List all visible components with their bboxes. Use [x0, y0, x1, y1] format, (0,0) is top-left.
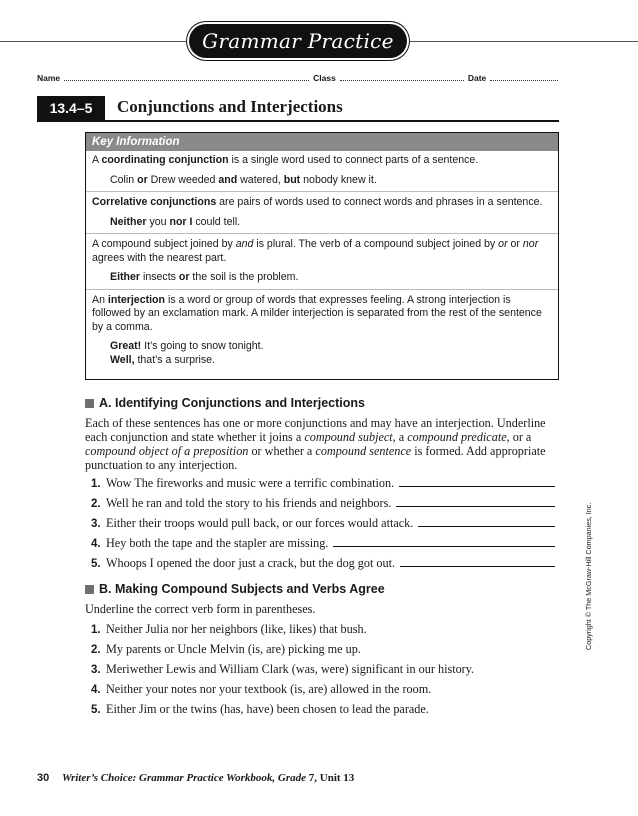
answer-line[interactable] [333, 536, 555, 547]
book-title: Writer’s Choice: Grammar Practice Workbook, Grade [62, 772, 307, 784]
section-b-instructions: Underline the correct verb form in parentheses. [85, 602, 316, 616]
section-a-item-4: 4. Hey both the tape and the stapler are missing. [91, 536, 555, 551]
grammar-practice-banner [189, 24, 407, 58]
section-b-item-2: 2. My parents or Uncle Melvin (is, are) picking me up. [91, 642, 361, 656]
interjection-definition: An interjection is a word or group of words that expresses feeling. A strong interjection is followed by an exclamation mark. A milder interjection is separated from the rest of the sentence by a comma. [92, 293, 542, 333]
copyright-notice: Copyright © The McGraw-Hill Companies, Inc. [584, 502, 593, 650]
section-b-heading: B. Making Compound Subjects and Verbs Agree [85, 582, 385, 596]
answer-line[interactable] [396, 496, 555, 507]
divider [86, 191, 558, 192]
grade-unit: 7, Unit 13 [306, 772, 355, 784]
section-a-item-3: 3. Either their troops would pull back, or our forces would attack. [91, 516, 555, 531]
section-a-item-5: 5. Whoops I opened the door just a crack, but the dog got out. [91, 556, 555, 571]
section-a-instructions: Each of these sentences has one or more conjunctions and may have an interjection. Underline each conjunction and state whether it joins a compound subject, a compound predicate, or a compound object of a preposition or whether a compound sentence is formed. Add appropriate punctuation to any interjection. [85, 416, 546, 472]
class-field[interactable] [340, 73, 464, 81]
section-b-item-4: 4. Neither your notes nor your textbook (is, are) allowed in the room. [91, 682, 432, 696]
name-label: Name [37, 73, 61, 83]
section-b-item-3: 3. Meriwether Lewis and William Clark (was, were) significant in our history. [91, 662, 475, 676]
compound-subject-example: Either insects or the soil is the problem. [110, 271, 299, 283]
page-number: 30 [37, 772, 50, 784]
lesson-rule [37, 120, 559, 122]
class-label: Class [313, 73, 336, 83]
divider [86, 233, 558, 234]
banner-title: Grammar Practice [202, 29, 394, 53]
section-a-heading: A. Identifying Conjunctions and Interjections [85, 396, 365, 410]
square-bullet-icon [85, 585, 94, 594]
correlative-definition: Correlative conjunctions are pairs of words used to connect words and phrases in a sentence. [92, 196, 543, 208]
lesson-title: Conjunctions and Interjections [117, 97, 343, 116]
coordinating-definition: A coordinating conjunction is a single word used to connect parts of a sentence. [92, 154, 479, 166]
key-information-box [85, 132, 559, 380]
square-bullet-icon [85, 399, 94, 408]
answer-line[interactable] [418, 516, 555, 527]
divider [86, 289, 558, 290]
date-field[interactable] [490, 73, 558, 81]
answer-line[interactable] [399, 476, 555, 487]
page-footer [37, 772, 354, 784]
date-label: Date [467, 73, 487, 83]
interjection-example-1: Great! It’s going to snow tonight. [110, 340, 264, 352]
correlative-example: Neither you nor I could tell. [110, 215, 241, 228]
section-b-item-1: 1. Neither Julia nor her neighbors (like, likes) that bush. [91, 622, 367, 636]
lesson-number: 13.4–5 [37, 96, 105, 120]
section-a-item-1: 1. Wow The fireworks and music were a terrific combination. [91, 476, 555, 491]
answer-line[interactable] [400, 556, 555, 567]
section-b-item-5: 5. Either Jim or the twins (has, have) been chosen to lead the parade. [91, 702, 429, 716]
coordinating-example: Colin or Drew weeded and watered, but nobody knew it. [110, 173, 377, 186]
interjection-example-2: Well, that’s a surprise. [110, 353, 216, 366]
key-information-heading: Key Information [86, 133, 558, 151]
name-field[interactable] [64, 73, 309, 81]
student-info-line [37, 73, 562, 83]
section-a-item-2: 2. Well he ran and told the story to his friends and neighbors. [91, 496, 555, 511]
compound-subject-rule: A compound subject joined by and is plural. The verb of a compound subject joined by or or nor agrees with the nearest part. [92, 238, 539, 264]
